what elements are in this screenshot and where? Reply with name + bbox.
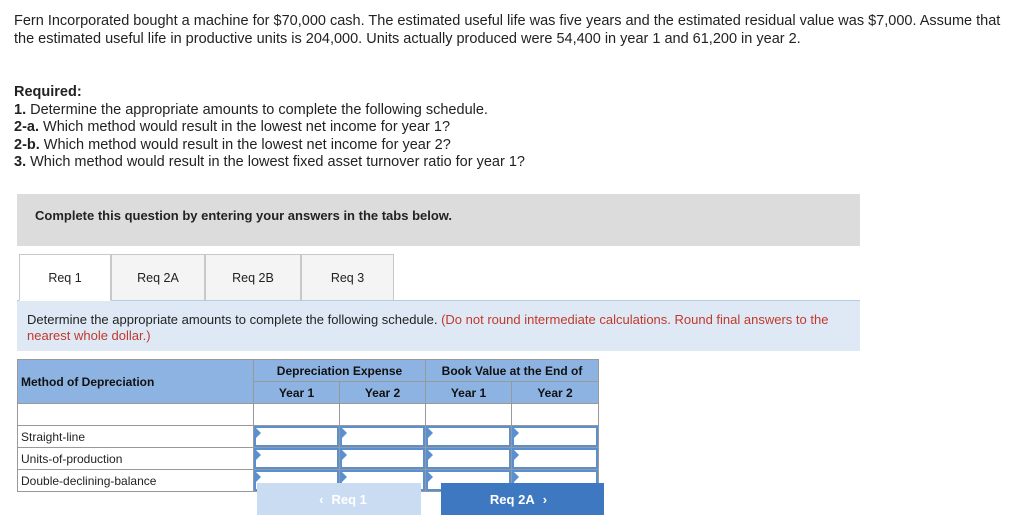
method-header: Method of Depreciation [18, 360, 254, 404]
input-marker-icon [514, 472, 519, 482]
input-sl-dep-y2[interactable] [340, 426, 425, 447]
next-button[interactable] [441, 483, 604, 515]
input-uop-bv-y1[interactable] [426, 448, 511, 469]
instruction-panel [17, 301, 860, 351]
banner-text: Complete this question by entering your answers in the tabs below. [35, 208, 453, 223]
table-row-straight-line [18, 426, 599, 448]
problem-statement: Fern Incorporated bought a machine for $70,000 cash. The estimated useful life was five years and the estimated residual value was $7,000. Assume that the estimated useful life in productive units is 204,000. Units actually produced were 54,400 in year 1 and 61,200 in year 2. [14, 13, 1001, 47]
required-item-2b [14, 137, 914, 155]
input-marker-icon [256, 450, 261, 460]
input-uop-dep-y2[interactable] [340, 448, 425, 469]
required-item-text: Which method would result in the lowest fixed asset turnover ratio for year 1? [26, 154, 525, 171]
bv-year1-header: Year 1 [426, 382, 512, 404]
dep-year1-header: Year 1 [254, 382, 340, 404]
spacer-cell [426, 404, 512, 426]
cell-sl-bv-y2[interactable] [512, 426, 599, 448]
required-item-number: 1. [14, 101, 27, 118]
instruction-text [27, 312, 852, 344]
bv-year2-header: Year 2 [512, 382, 599, 404]
input-marker-icon [342, 472, 347, 482]
required-item-3 [14, 154, 914, 172]
input-marker-icon [514, 428, 519, 438]
required-section [14, 84, 914, 172]
tab-bar [17, 254, 860, 301]
depreciation-schedule [17, 359, 599, 492]
input-marker-icon [256, 428, 261, 438]
depreciation-expense-header: Depreciation Expense [254, 360, 426, 382]
table-row-spacer [18, 404, 599, 426]
instruction-main: Determine the appropriate amounts to complete the following schedule. [27, 312, 438, 327]
spacer-cell [340, 404, 426, 426]
cell-uop-dep-y1[interactable] [254, 448, 340, 470]
dep-year2-header: Year 2 [340, 382, 426, 404]
next-button-label: Req 2A [489, 491, 535, 507]
input-marker-icon [428, 472, 433, 482]
cell-sl-dep-y1[interactable] [254, 426, 340, 448]
input-marker-icon [342, 450, 347, 460]
spacer-label [18, 404, 254, 426]
prev-button[interactable] [257, 483, 421, 515]
cell-sl-bv-y1[interactable] [426, 426, 512, 448]
required-item-2a [14, 119, 914, 137]
required-item-text: Which method would result in the lowest net income for year 2? [39, 136, 451, 153]
book-value-header: Book Value at the End of [426, 360, 599, 382]
chevron-left-icon: ‹ [319, 491, 324, 507]
instruction-note: (Do not round intermediate calculations. Round final answers to the nearest whole dollar.) [27, 312, 829, 343]
required-item-number: 2-b. [14, 136, 40, 153]
tab-req-2a[interactable]: Req 2A [111, 254, 205, 300]
input-marker-icon [342, 428, 347, 438]
tab-req-2b[interactable]: Req 2B [205, 254, 301, 300]
input-marker-icon [428, 450, 433, 460]
input-marker-icon [514, 450, 519, 460]
row-label: Units-of-production [18, 448, 254, 470]
input-uop-dep-y1[interactable] [254, 448, 339, 469]
spacer-cell [254, 404, 340, 426]
cell-sl-dep-y2[interactable] [340, 426, 426, 448]
required-item-text: Determine the appropriate amounts to complete the following schedule. [26, 101, 488, 118]
required-item-number: 3. [14, 154, 27, 171]
table-row-units-of-production [18, 448, 599, 470]
cell-uop-bv-y1[interactable] [426, 448, 512, 470]
required-item-number: 2-a. [14, 119, 39, 136]
cell-uop-bv-y2[interactable] [512, 448, 599, 470]
required-item-text: Which method would result in the lowest net income for year 1? [39, 119, 451, 136]
prev-button-label: Req 1 [331, 491, 367, 507]
chevron-right-icon: › [542, 491, 548, 507]
row-label: Double-declining-balance [18, 470, 254, 492]
required-item-1 [14, 102, 914, 120]
input-uop-bv-y2[interactable] [512, 448, 598, 469]
tab-req-3[interactable]: Req 3 [301, 254, 394, 300]
spacer-cell [512, 404, 599, 426]
input-marker-icon [256, 472, 261, 482]
cell-uop-dep-y2[interactable] [340, 448, 426, 470]
instructions-banner [17, 194, 860, 246]
input-marker-icon [428, 428, 433, 438]
input-sl-dep-y1[interactable] [254, 426, 339, 447]
input-sl-bv-y2[interactable] [512, 426, 598, 447]
row-label: Straight-line [18, 426, 254, 448]
tab-req-1[interactable]: Req 1 [19, 254, 111, 301]
required-label: Required: [14, 84, 82, 100]
input-sl-bv-y1[interactable] [426, 426, 511, 447]
